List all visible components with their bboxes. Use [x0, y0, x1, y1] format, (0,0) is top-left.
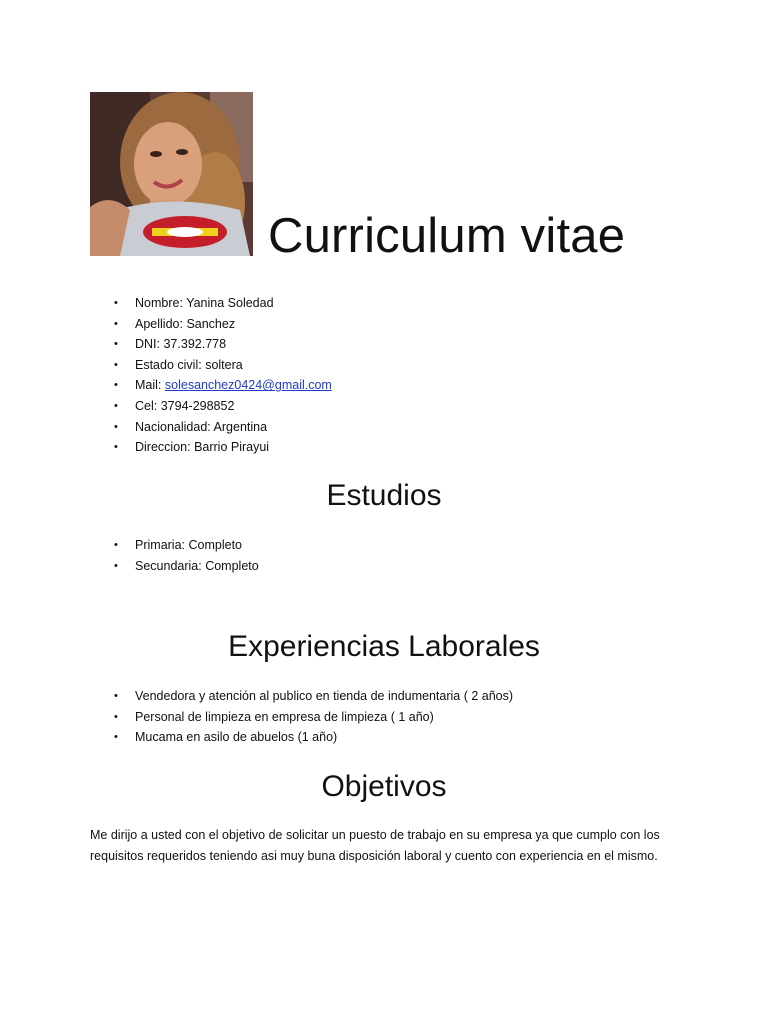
profile-photo-image — [90, 92, 253, 256]
bullet-icon: • — [114, 539, 118, 551]
experiencias-item — [0, 707, 513, 728]
bullet-icon: • — [114, 710, 118, 723]
personal-info-item — [0, 396, 332, 417]
estudios-item — [0, 535, 259, 556]
estudios-label: Secundaria: — [135, 558, 202, 573]
experiencias-item — [0, 727, 513, 748]
experiencias-heading: Experiencias Laborales — [228, 630, 540, 663]
personal-info-item — [0, 355, 332, 376]
personal-info-item — [0, 437, 332, 458]
experiencias-text: Mucama en asilo de abuelos (1 año) — [135, 730, 338, 745]
personal-info-value: Argentina — [213, 419, 268, 434]
personal-info-label: Estado civil: — [135, 357, 202, 372]
bullet-icon: • — [114, 317, 118, 330]
profile-photo — [90, 92, 253, 256]
bullet-icon: • — [114, 690, 118, 702]
experiencias-text: Personal de limpieza en empresa de limpieza ( 1 año) — [135, 709, 434, 724]
objetivos-paragraph: Me dirijo a usted con el objetivo de solicitar un puesto de trabajo en su empresa ya que cumplo con los requisitos requeridos teniendo asi muy buna disposición laboral y cuento con experiencia en el mismo. — [90, 828, 660, 863]
estudios-value: Completo — [188, 538, 242, 552]
personal-info-value: Sanchez — [186, 316, 236, 331]
bullet-icon: • — [114, 297, 118, 309]
personal-info-item — [0, 417, 332, 438]
experiencias-text: Vendedora y atención al publico en tienda de indumentaria ( 2 años) — [135, 689, 514, 703]
estudios-label: Primaria: — [135, 538, 186, 552]
objetivos-heading: Objetivos — [321, 770, 447, 803]
personal-info-list — [0, 293, 332, 458]
personal-info-item — [0, 334, 332, 355]
personal-info-label: Nombre: — [135, 296, 183, 310]
personal-info-label: Direccion: — [135, 440, 191, 455]
bullet-icon: • — [114, 399, 118, 412]
personal-info-value: soltera — [205, 357, 243, 372]
bullet-icon: • — [114, 420, 118, 433]
bullet-icon: • — [114, 559, 118, 572]
personal-info-label: Mail: — [135, 378, 162, 393]
personal-info-value: Barrio Pirayui — [194, 440, 270, 455]
personal-info-label: Apellido: — [135, 316, 183, 331]
email-link[interactable]: solesanchez0424@gmail.com — [164, 378, 332, 393]
estudios-value: Completo — [205, 558, 259, 573]
bullet-icon: • — [114, 358, 118, 371]
experiencias-list — [0, 686, 513, 748]
bullet-icon: • — [114, 338, 118, 351]
personal-info-label: DNI: — [135, 337, 160, 352]
personal-info-value: Yanina Soledad — [186, 296, 274, 310]
estudios-heading: Estudios — [326, 479, 442, 512]
personal-info-label: Cel: — [135, 398, 158, 413]
personal-info-item — [0, 293, 332, 314]
estudios-item — [0, 556, 259, 577]
bullet-icon: • — [114, 441, 118, 454]
document-title: Curriculum vitae — [268, 209, 626, 263]
personal-info-value: 37.392.778 — [163, 337, 227, 352]
experiencias-item — [0, 686, 513, 707]
bullet-icon: • — [114, 731, 118, 744]
personal-info-item — [0, 314, 332, 335]
personal-info-label: Nacionalidad: — [135, 419, 211, 434]
personal-info-item — [0, 375, 332, 396]
personal-info-value: 3794-298852 — [160, 398, 235, 413]
estudios-list — [0, 535, 259, 576]
bullet-icon: • — [114, 379, 118, 392]
